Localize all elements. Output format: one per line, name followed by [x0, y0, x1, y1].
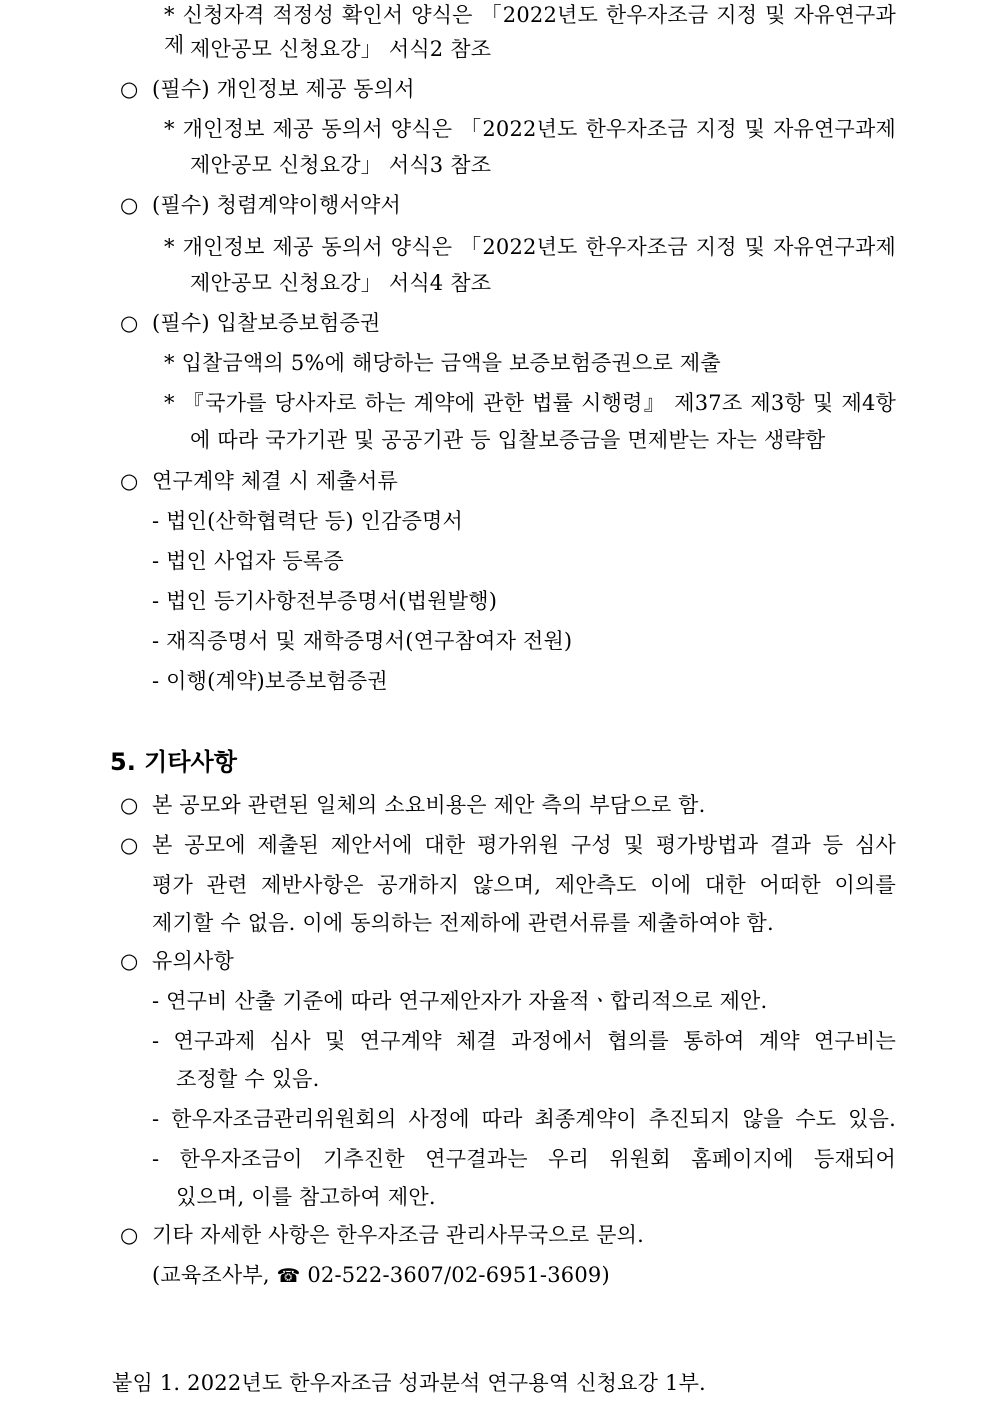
privacy-consent-note-line2: 제안공모 신청요강」 서식3 참조 — [190, 153, 492, 177]
contract-doc-item: - 이행(계약)보증보험증권 — [152, 669, 388, 693]
section-heading: 5. 기타사항 — [110, 748, 237, 776]
bullet-circle: ○ — [120, 311, 139, 335]
contact-phone-line — [152, 1260, 610, 1291]
evaluation-text-line2: 평가 관련 제반사항은 공개하지 않으며, 제안측도 이에 대한 어떠한 이의를 — [152, 873, 896, 897]
integrity-pledge-title: (필수) 청렴계약이행서약서 — [152, 193, 402, 217]
bullet-circle: ○ — [120, 469, 139, 493]
qualification-form-note-line1: * 신청자격 적정성 확인서 양식은 「2022년도 한우자조금 지정 및 자유연구과제 — [164, 3, 896, 57]
bid-bond-note-line3: 에 따라 국가기관 및 공공기관 등 입찰보증금을 면제받는 자는 생략함 — [190, 428, 826, 452]
contract-doc-item: - 법인 등기사항전부증명서(법원발행) — [152, 589, 498, 613]
privacy-consent-note-line1: * 개인정보 제공 동의서 양식은 「2022년도 한우자조금 지정 및 자유연구과제 — [164, 117, 896, 141]
attachment-line: 붙임 1. 2022년도 한우자조금 성과분석 연구용역 신청요강 1부. — [112, 1371, 706, 1395]
note-item-continuation: 조정할 수 있음. — [176, 1067, 320, 1091]
bid-bond-note-line1: * 입찰금액의 5%에 해당하는 금액을 보증보험증권으로 제출 — [164, 351, 721, 375]
privacy-consent-title: (필수) 개인정보 제공 동의서 — [152, 77, 415, 101]
bid-bond-title: (필수) 입찰보증보험증권 — [152, 311, 381, 335]
qualification-form-note-line2: 제안공모 신청요강」 서식2 참조 — [190, 37, 492, 61]
contact-dept: (교육조사부, — [152, 1263, 270, 1287]
notes-title: 유의사항 — [152, 949, 234, 973]
phone-icon: ☎ — [276, 1265, 301, 1287]
integrity-pledge-note-line1: * 개인정보 제공 동의서 양식은 「2022년도 한우자조금 지정 및 자유연구과제 — [164, 235, 896, 259]
bid-bond-note-line2: * 『국가를 당사자로 하는 계약에 관한 법률 시행령』 제37조 제3항 및 제4항 — [164, 391, 896, 415]
bullet-circle: ○ — [120, 1223, 139, 1247]
bullet-circle: ○ — [120, 949, 139, 973]
contract-doc-item: - 법인 사업자 등록증 — [152, 549, 344, 573]
note-item: - 한우자조금관리위원회의 사정에 따라 최종계약이 추진되지 않을 수도 있음. — [152, 1107, 896, 1131]
contact-phone-numbers: 02-522-3607/02-6951-3609) — [307, 1263, 610, 1287]
integrity-pledge-note-line2: 제안공모 신청요강」 서식4 참조 — [190, 271, 492, 295]
contract-doc-item: - 재직증명서 및 재학증명서(연구참여자 전원) — [152, 629, 573, 653]
evaluation-text-line3: 제기할 수 없음. 이에 동의하는 전제하에 관련서류를 제출하여야 함. — [152, 911, 774, 935]
contract-doc-item: - 법인(산학협력단 등) 인감증명서 — [152, 509, 464, 533]
note-item-continuation: 있으며, 이를 참고하여 제안. — [176, 1185, 436, 1209]
bullet-circle: ○ — [120, 793, 139, 817]
evaluation-text-line1: 본 공모에 제출된 제안서에 대한 평가위원 구성 및 평가방법과 결과 등 심사 — [152, 833, 896, 857]
contract-docs-title: 연구계약 체결 시 제출서류 — [152, 469, 398, 493]
note-item: - 연구과제 심사 및 연구계약 체결 과정에서 협의를 통하여 계약 연구비는 — [152, 1029, 896, 1053]
contact-text: 기타 자세한 사항은 한우자조금 관리사무국으로 문의. — [152, 1223, 644, 1247]
bullet-circle: ○ — [120, 833, 139, 857]
cost-burden-text: 본 공모와 관련된 일체의 소요비용은 제안 측의 부담으로 함. — [152, 793, 706, 817]
bullet-circle: ○ — [120, 77, 139, 101]
note-item: - 한우자조금이 기추진한 연구결과는 우리 위원회 홈페이지에 등재되어 — [152, 1147, 896, 1171]
note-item: - 연구비 산출 기준에 따라 연구제안자가 자율적ㆍ합리적으로 제안. — [152, 989, 768, 1013]
bullet-circle: ○ — [120, 193, 139, 217]
